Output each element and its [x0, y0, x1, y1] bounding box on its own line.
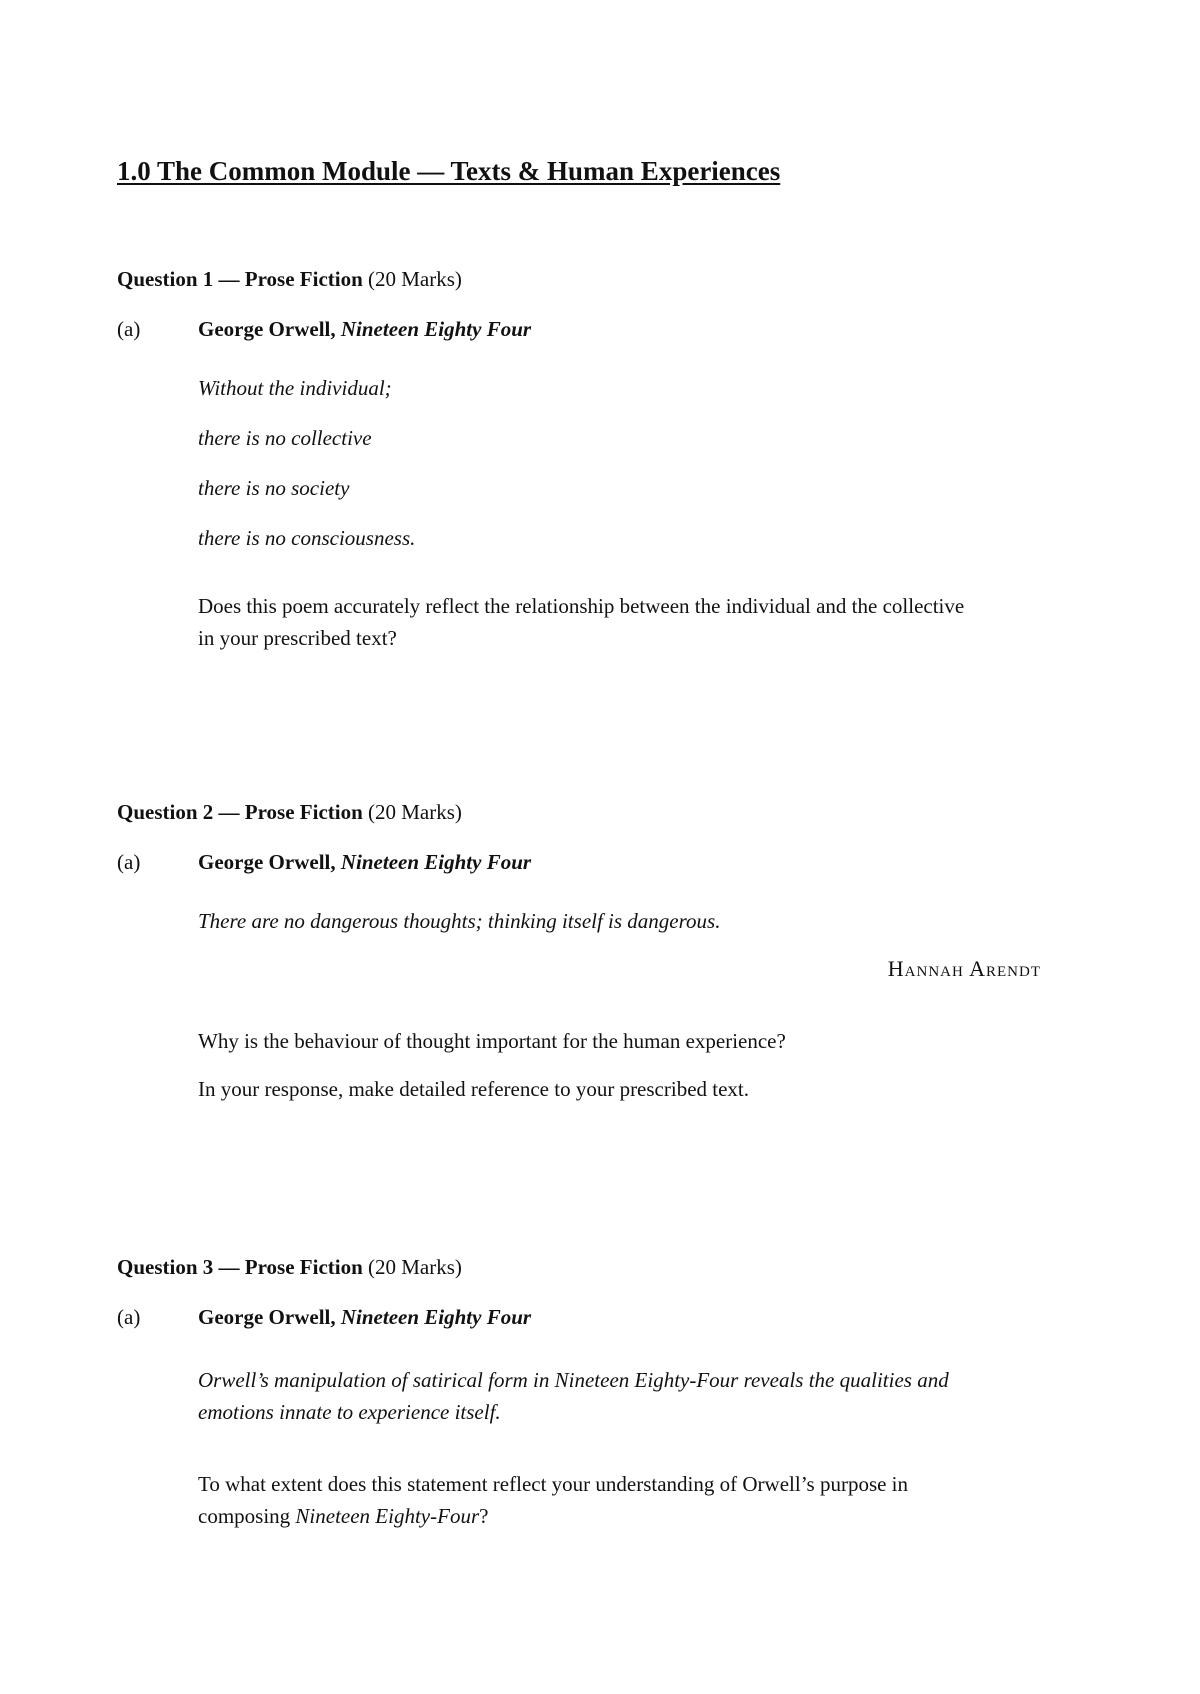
quote-text: There are no dangerous thoughts; thinking itself is dangerous.: [198, 909, 721, 933]
prompt-line: To what extent does this statement reflect your understanding of Orwell’s purpose in: [198, 1472, 909, 1496]
prompt-line: Does this poem accurately reflect the relationship between the individual and the collective: [198, 594, 965, 618]
book-title-inline: Nineteen Eighty-Four: [295, 1504, 480, 1528]
question-title: [117, 266, 1097, 292]
prescribed-text: [198, 849, 531, 875]
prompt-line: in your prescribed text?: [198, 626, 397, 650]
author-name: George Orwell,: [198, 850, 336, 874]
statement-line: Orwell’s manipulation of satirical form in Nineteen Eighty-Four reveals the qualities and: [198, 1368, 949, 1392]
page-title: 1.0 The Common Module — Texts & Human Experiences: [117, 156, 781, 186]
book-title: Nineteen Eighty Four: [340, 1305, 532, 1329]
question-label: Question 1 — Prose Fiction: [117, 267, 363, 291]
question-label: Question 3 — Prose Fiction: [117, 1255, 363, 1279]
stimulus-quote: [198, 909, 1097, 985]
question-marks: (20 Marks): [368, 1255, 462, 1279]
question-title: [117, 799, 1097, 825]
stimulus-statement: [198, 1364, 1097, 1428]
question-marks: (20 Marks): [368, 800, 462, 824]
question-part: [117, 1304, 1097, 1330]
author-name: George Orwell,: [198, 317, 336, 341]
prompt-line: In your response, make detailed reference to your prescribed text.: [198, 1077, 750, 1101]
question-marks: (20 Marks): [368, 267, 462, 291]
part-letter: (a): [117, 850, 141, 874]
part-letter: (a): [117, 317, 141, 341]
question-prompt: [198, 1025, 1097, 1105]
question-prompt: [198, 1468, 1097, 1532]
prompt-suffix: ?: [479, 1504, 489, 1528]
question-prompt: [198, 590, 1097, 654]
poem-line: Without the individual;: [198, 376, 392, 400]
prescribed-text: [198, 316, 531, 342]
question-title: [117, 1254, 1097, 1280]
stimulus-poem: [198, 376, 1097, 550]
question-2: [117, 799, 1097, 1105]
poem-line: there is no consciousness.: [198, 526, 416, 550]
question-1: [117, 266, 1097, 654]
poem-line: there is no society: [198, 476, 350, 500]
prompt-line: Why is the behaviour of thought important for the human experience?: [198, 1029, 786, 1053]
question-part: [117, 316, 1097, 342]
prompt-line: [198, 1500, 1097, 1532]
poem-line: there is no collective: [198, 426, 372, 450]
question-3: [117, 1254, 1097, 1532]
prompt-prefix: composing: [198, 1504, 291, 1528]
statement-line: emotions innate to experience itself.: [198, 1400, 501, 1424]
question-label: Question 2 — Prose Fiction: [117, 800, 363, 824]
question-part: [117, 849, 1097, 875]
author-name: George Orwell,: [198, 1305, 336, 1329]
part-letter: (a): [117, 1305, 141, 1329]
book-title: Nineteen Eighty Four: [340, 317, 532, 341]
quote-attribution: Hannah Arendt: [887, 956, 1041, 981]
book-title: Nineteen Eighty Four: [340, 850, 532, 874]
prescribed-text: [198, 1304, 531, 1330]
